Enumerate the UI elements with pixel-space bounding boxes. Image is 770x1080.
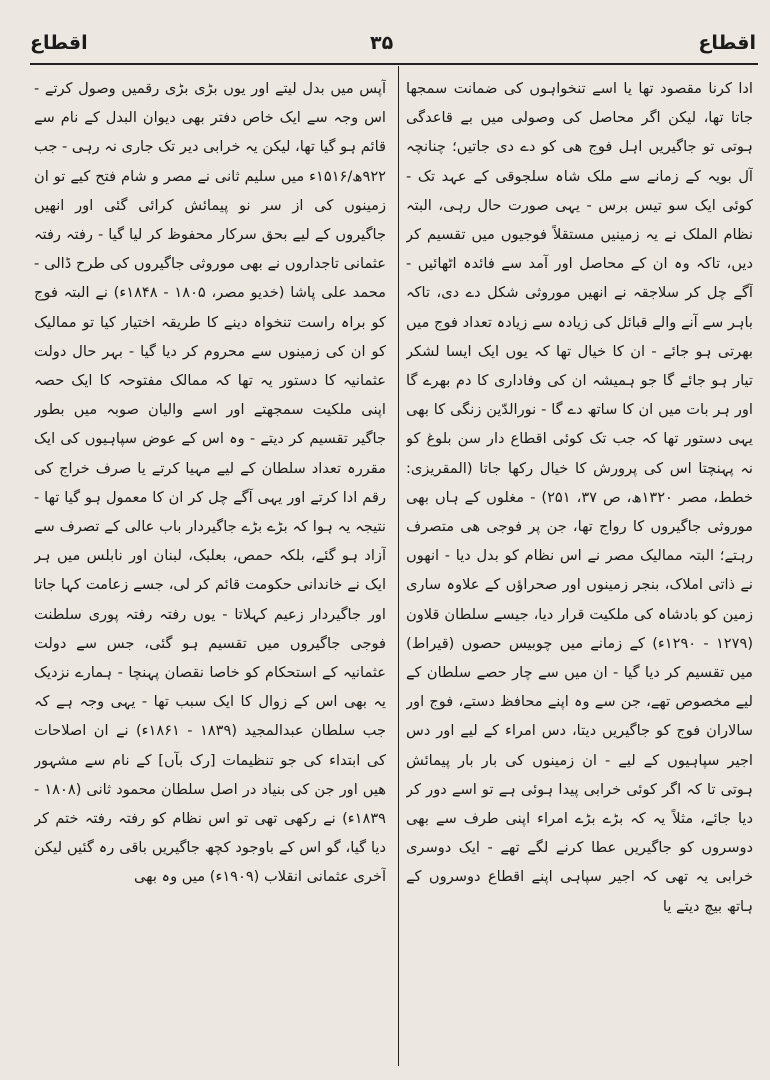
page-number: ۳۵ xyxy=(370,32,394,54)
running-header-left: اقطاع xyxy=(30,32,88,54)
paragraph-left: آپس میں بدل لیتے اور یوں بڑی بڑی رقمیں وصول کرتے - اس وجہ سے ایک خاص دفتر بھی دیوان البدل کے نام سے قائم ہو گیا تھا، لیکن یہ خرابی دیر تک جاری نہ رہی - جب ۹۲۲ھ/۱۵۱۶ء میں سلیم ثانی نے مصر و شام فتح کیے تو ان زمینوں کی از سر نو پیمائش کرائی گئی اور انھیں جاگیروں کے لیے بحق سرکار محفوظ کر لیا گیا - رفتہ رفتہ عثمانی تاجداروں نے بھی موروثی جاگیروں کی طرح ڈالی - محمد علی پاشا (خدیو مصر، ۱۸۰۵ - ۱۸۴۸ء) نے البتہ فوج کو براہ راست تنخواہ دینے کا طریقہ اختیار کیا تو ممالیک کو ان کی زمینوں سے محروم کر دیا گیا - بہر حال دولت عثمانیہ کا دستور یہ تھا کہ ممالک مفتوحہ کا ایک حصہ اپنی ملکیت سمجھتے اور اسے والیان صوبہ میں بطور جاگیر تقسیم کر دیتے - وہ اس کے عوض سپاہیوں کی ایک مقررہ تعداد سلطان کے لیے مہیا کرتے یا صرف خراج کی رقم ادا کرتے اور یہی آگے چل کر ان کا معمول ہو گیا تھا - نتیجہ یہ ہوا کہ بڑے بڑے جاگیردار باب عالی کے تصرف سے آزاد ہو گئے، بلکہ حمص، بعلبک، لبنان اور نابلس میں ہر ایک نے خاندانی حکومت قائم کر لی، جسے زعامت کہا جاتا اور جاگیردار زعیم کہلاتا - یوں رفتہ رفتہ پوری سلطنت فوجی جاگیروں میں تقسیم ہو گئی، جس سے دولت عثمانیہ کے استحکام کو خاصا نقصان پہنچا - ہمارے نزدیک یہ بھی اس کے زوال کا ایک سبب تھا - یہی وجہ ہے کہ جب سلطان عبدالمجید (۱۸۳۹ - ۱۸۶۱ء) نے ان اصلاحات کی ابتداء کی جو تنظیمات [رک بآں] کے نام سے مشہور ھیں اور جن کی بنیاد در اصل سلطان محمود ثانی (۱۸۰۸ - ۱۸۳۹ء) نے رکھی تھی تو اس نظام کو رفتہ رفتہ ختم کر دیا گیا، گو اس کے باوجود کچھ جاگیریں باقی رہ گئیں لیکن آخری عثمانی انقلاب (۱۹۰۹ء) میں وہ بھی xyxy=(34,80,386,886)
text-column-left xyxy=(34,74,386,1064)
text-column-right xyxy=(406,74,753,1064)
column-divider xyxy=(398,66,399,1066)
running-header-right: اقطاع xyxy=(698,32,756,54)
header-rule xyxy=(30,63,758,65)
paragraph-right: ادا کرنا مقصود تھا یا اسے تنخواہوں کی ضمانت سمجھا جاتا تھا، لیکن اگر محاصل کی وصولی میں بے قاعدگی ہوتی تو جاگیریں اہل فوج ھی کو دے دی جاتیں؛ چنانچہ آل بویہ کے زمانے سے ملک شاہ سلجوقی کے عہد تک - کوئی ایک سو تیس برس - یہی صورت حال رہی، البتہ نظام الملک نے یہ زمینیں مستقلاً فوجیوں میں تقسیم کر دیں، تاکہ وہ ان کے محاصل اور آمد سے فائدہ اٹھائیں - آگے چل کر سلاجقہ نے انھیں موروثی شکل دے دی، تاکہ باہر سے آنے والے قبائل کی زیادہ سے زیادہ تعداد فوج میں بھرتی ہو جائے - ان کا خیال تھا کہ یوں ایک ایسا لشکر تیار ہو جائے گا جو ہمیشہ ان کی وفاداری کا دم بھرے گا اور ہر بات میں ان کا ساتھ دے گا - نورالدّین زنگی کا بھی یہی دستور تھا کہ جب تک کوئی اقطاع دار سن بلوغ کو نہ پہنچتا اس کی پرورش کا خیال رکھا جاتا (المقریزی: خطط، مصر ۱۳۲۰ھ، ص ۳۷، ۲۵۱) - مغلوں کے ہاں بھی موروثی جاگیروں کا رواج تھا، جن پر فوجی ھی متصرف رہتے؛ البتہ ممالیک مصر نے اس نظام کو بدل دیا - انھوں نے ذاتی املاک، بنجر زمینوں اور صحراؤں کے علاوہ ساری زمین کو بادشاہ کی ملکیت قرار دیا، جیسے سلطان قلاون (۱۲۷۹ - ۱۲۹۰ء) کے زمانے میں چوبیس حصوں (قیراط) میں تقسیم کر دیا گیا - ان میں سے چار حصے سلطان کے لیے مخصوص تھے، جن سے وہ اپنے محافظ دستے، فوج اور سالاران فوج کو جاگیریں دیتا، دس امراء کے لیے اور دس اجیر سپاہیوں کے لیے - ان زمینوں کی بار بار پیمائش ہوتی تا کہ اگر کوئی خرابی پیدا ہوئی ہے تو اسے دور کر دیا جائے، مثلاً یہ کہ بڑے بڑے امراء اپنی طرف سے بھی دوسروں کو جاگیریں عطا کرنے لگے تھے - ایک دوسری خرابی یہ تھی کہ اجیر سپاہی اپنے اقطاع دوسروں کے ہاتھ بیچ دیتے یا xyxy=(406,80,753,915)
